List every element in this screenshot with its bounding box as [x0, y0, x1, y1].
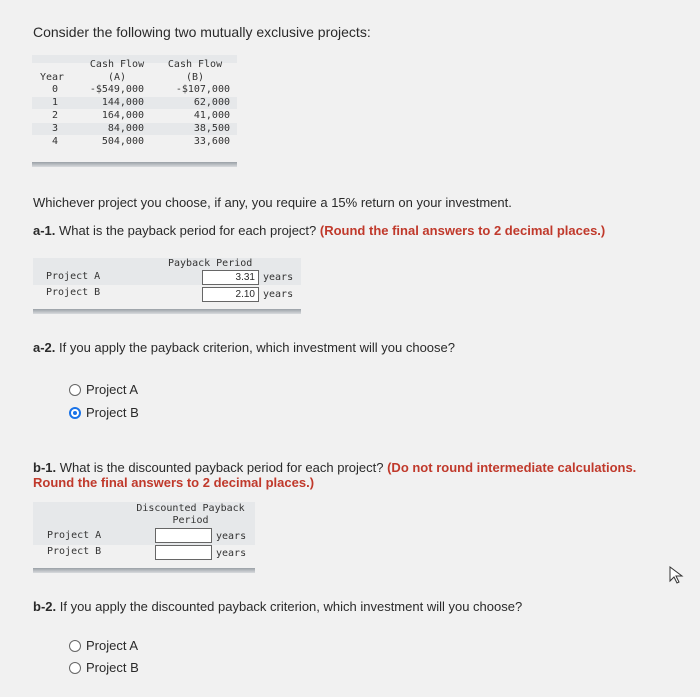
- project-a-label: Project A: [46, 271, 101, 282]
- payback-header: Payback Period: [168, 258, 253, 269]
- a1-label: a-1.: [33, 223, 56, 238]
- discounted-header-sub: Period: [172, 515, 209, 526]
- table-divider: [32, 162, 237, 167]
- a2-option-a-label[interactable]: Project A: [86, 382, 139, 397]
- payback-a-input[interactable]: 3.31: [202, 270, 259, 285]
- b2-option-a-label[interactable]: Project A: [86, 638, 139, 653]
- cash-b-cell: 41,000: [193, 110, 230, 121]
- a1-question-text: What is the payback period for each project?: [55, 223, 317, 238]
- project-b-label: Project B: [47, 546, 102, 557]
- discounted-divider: [33, 568, 255, 573]
- b2-label: b-2.: [33, 599, 57, 614]
- b2-option-b-label[interactable]: Project B: [86, 660, 139, 675]
- cash-a-cell: 84,000: [107, 123, 144, 134]
- a1-question: [33, 223, 605, 238]
- project-a-label: Project A: [47, 530, 102, 541]
- a1-instruction: (Round the final answers to 2 decimal places.): [316, 223, 606, 238]
- a2-option-a-radio[interactable]: [69, 384, 81, 396]
- cash-b-cell: 33,600: [193, 136, 230, 147]
- years-unit: years: [216, 531, 247, 542]
- year-header: Year: [40, 72, 65, 83]
- year-cell: 2: [52, 110, 59, 121]
- payback-b-input[interactable]: 2.10: [202, 287, 259, 302]
- b2-question-text: If you apply the discounted payback criterion, which investment will you choose?: [56, 599, 523, 614]
- discounted-header: Discounted Payback: [136, 503, 245, 514]
- b1-label: b-1.: [33, 460, 57, 475]
- cash-b-cell: -$107,000: [175, 84, 230, 95]
- a2-option-b-label[interactable]: Project B: [86, 405, 139, 420]
- year-cell: 0: [52, 84, 59, 95]
- cash-a-cell: 504,000: [101, 136, 144, 147]
- discounted-b-input[interactable]: [155, 545, 212, 560]
- b1-instruction-2: Round the final answers to 2 decimal places.): [33, 475, 315, 490]
- cash-flow-b-sub: (B): [185, 72, 205, 83]
- cash-a-cell: -$549,000: [89, 84, 144, 95]
- a2-option-b-radio[interactable]: [69, 407, 81, 419]
- cash-flow-a-header: Cash Flow: [89, 59, 145, 70]
- discounted-payback-table: [33, 500, 255, 572]
- cash-b-cell: 38,500: [193, 123, 230, 134]
- mouse-cursor-icon: [668, 565, 684, 585]
- years-unit: years: [263, 272, 294, 283]
- cash-flow-a-sub: (A): [107, 72, 127, 83]
- required-return-text: Whichever project you choose, if any, you require a 15% return on your investment.: [33, 195, 512, 210]
- b2-option-b-radio[interactable]: [69, 662, 81, 674]
- cash-flow-b-header: Cash Flow: [167, 59, 223, 70]
- year-cell: 3: [52, 123, 59, 134]
- year-cell: 4: [52, 136, 59, 147]
- cash-a-cell: 144,000: [101, 97, 144, 108]
- a2-question: [33, 340, 455, 355]
- a2-label: a-2.: [33, 340, 56, 355]
- years-unit: years: [216, 548, 247, 559]
- b1-instruction: (Do not round intermediate calculations.: [383, 460, 637, 475]
- b2-question: [33, 599, 522, 614]
- project-b-label: Project B: [46, 287, 101, 298]
- years-unit: years: [263, 289, 294, 300]
- discounted-a-input[interactable]: [155, 528, 212, 543]
- year-cell: 1: [52, 97, 59, 108]
- payback-table: [33, 256, 301, 312]
- b1-question-text: What is the discounted payback period for each project?: [56, 460, 384, 475]
- cash-b-cell: 62,000: [193, 97, 230, 108]
- payback-divider: [33, 309, 301, 314]
- cash-a-cell: 164,000: [101, 110, 144, 121]
- intro-text: Consider the following two mutually exclusive projects:: [33, 24, 371, 40]
- cashflow-table: [32, 55, 237, 170]
- a2-question-text: If you apply the payback criterion, which investment will you choose?: [55, 340, 455, 355]
- b2-option-a-radio[interactable]: [69, 640, 81, 652]
- b1-question: [33, 460, 693, 490]
